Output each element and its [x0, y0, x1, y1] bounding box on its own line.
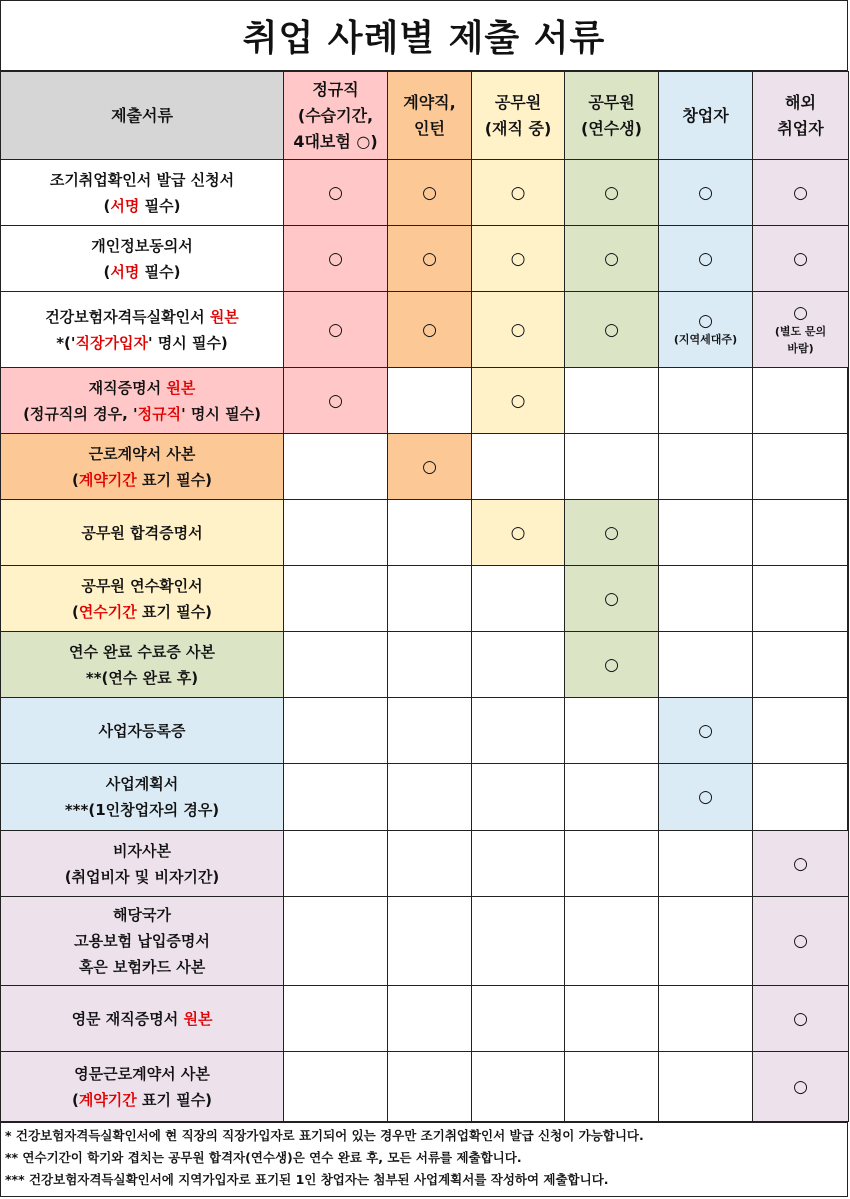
document-text: 조기취업확인서 발급 신청서 — [49, 170, 235, 189]
document-name-line — [1, 599, 283, 625]
mark-cell-founder — [659, 368, 753, 434]
mark-cell-contract-intern — [388, 566, 472, 632]
mark-note: (지역세대주) — [673, 333, 738, 346]
mark-cell-overseas — [753, 566, 849, 632]
document-text: 비자사본 — [113, 841, 171, 860]
mark-cell-founder — [659, 226, 753, 292]
mark-note: 바람) — [787, 341, 814, 355]
required-mark: ○ — [422, 319, 437, 340]
mark-cell-overseas — [753, 632, 849, 698]
required-mark: ○ — [604, 248, 619, 269]
document-text: ' 명시 필수) — [181, 404, 261, 423]
mark-cell-founder — [659, 566, 753, 632]
document-name-cell — [1, 500, 284, 566]
required-mark: ○ — [604, 654, 619, 675]
document-text: 영문근로계약서 사본 — [74, 1064, 210, 1083]
mark-cell-overseas — [753, 698, 849, 764]
document-name-line — [1, 233, 283, 259]
document-name-line — [1, 467, 283, 493]
mark-cell-overseas — [753, 1052, 849, 1122]
highlighted-text: 계약기간 — [78, 1090, 137, 1109]
document-text: *(' — [56, 333, 76, 352]
document-name-line — [1, 573, 283, 599]
required-mark: ○ — [793, 248, 808, 269]
mark-cell-contract-intern — [388, 500, 472, 566]
mark-cell-regular — [284, 368, 388, 434]
column-header-line: 창업자 — [682, 105, 729, 125]
page-title: 취업 사례별 제출 서류 — [1, 1, 847, 71]
footnote-2: ** 연수기간이 학기와 겹치는 공무원 합격자(연수생)은 연수 완료 후, 모든 서류를 제출합니다. — [5, 1150, 522, 1165]
mark-cell-contract-intern — [388, 226, 472, 292]
mark-cell-civil-trainee — [565, 368, 659, 434]
mark-cell-civil-servant — [472, 1052, 565, 1122]
mark-cell-regular — [284, 897, 388, 986]
documents-table — [0, 71, 849, 1122]
column-header-line: 공무원 — [494, 92, 542, 112]
mark-cell-civil-trainee — [565, 500, 659, 566]
required-mark: ○ — [698, 248, 713, 269]
mark-cell-overseas — [753, 292, 849, 368]
column-header-contract-intern — [388, 72, 472, 160]
mark-cell-overseas — [753, 897, 849, 986]
mark-cell-civil-trainee — [565, 434, 659, 500]
mark-cell-civil-trainee — [565, 698, 659, 764]
mark-cell-contract-intern — [388, 698, 472, 764]
document-text: 재직증명서 — [88, 378, 167, 397]
mark-cell-civil-servant — [472, 986, 565, 1052]
column-header-overseas — [753, 72, 849, 160]
document-text: ***(1인창업자의 경우) — [64, 801, 220, 819]
mark-cell-civil-servant — [472, 500, 565, 566]
highlighted-text: 연수기간 — [78, 602, 137, 621]
table-row — [1, 831, 849, 897]
document-text: **(연수 완료 후) — [85, 668, 199, 687]
document-name-line — [1, 193, 283, 219]
mark-cell-civil-trainee — [565, 632, 659, 698]
document-name-line — [1, 1087, 283, 1113]
required-mark: ○ — [422, 248, 437, 269]
mark-cell-contract-intern — [388, 292, 472, 368]
column-header-civil-trainee — [565, 72, 659, 160]
document-text: 영문 재직증명서 — [71, 1009, 184, 1028]
required-mark: ○ — [328, 182, 343, 203]
document-text: 사업자등록증 — [98, 721, 186, 740]
document-name-cell — [1, 434, 284, 500]
mark-cell-regular — [284, 632, 388, 698]
document-name-line — [1, 864, 283, 890]
table-row — [1, 632, 849, 698]
mark-cell-regular — [284, 226, 388, 292]
document-text: 필수) — [139, 196, 181, 215]
mark-cell-civil-trainee — [565, 897, 659, 986]
mark-cell-overseas — [753, 500, 849, 566]
highlighted-text: 원본 — [183, 1009, 213, 1028]
column-header-line: 공무원 — [588, 92, 635, 112]
mark-cell-founder — [659, 160, 753, 226]
mark-cell-civil-servant — [472, 160, 565, 226]
table-row — [1, 986, 849, 1052]
required-mark: ○ — [604, 588, 619, 609]
table-row — [1, 698, 849, 764]
table-row — [1, 434, 849, 500]
mark-cell-civil-trainee — [565, 986, 659, 1052]
document-name-cell — [1, 698, 284, 764]
required-mark: ○ — [604, 182, 619, 203]
document-name-line — [1, 520, 283, 546]
highlighted-text: 원본 — [209, 307, 239, 326]
document-text: 사업계획서 — [105, 775, 179, 793]
required-mark: ○ — [698, 311, 713, 331]
mark-cell-overseas — [753, 160, 849, 226]
column-header-line: 4대보험 ○) — [293, 131, 378, 151]
document-text: 표기 필수) — [136, 1090, 213, 1109]
mark-cell-civil-trainee — [565, 831, 659, 897]
document-text: (취업비자 및 비자기간) — [64, 867, 220, 886]
required-mark: ○ — [604, 319, 619, 340]
required-mark: ○ — [422, 182, 437, 203]
required-mark: ○ — [793, 931, 808, 951]
required-mark: ○ — [510, 390, 526, 411]
mark-cell-overseas — [753, 764, 849, 831]
required-mark: ○ — [328, 248, 343, 269]
document-name-line — [1, 771, 283, 797]
mark-cell-civil-trainee — [565, 1052, 659, 1122]
document-name-line — [1, 639, 283, 665]
mark-cell-civil-trainee — [565, 226, 659, 292]
document-text: ( — [71, 470, 79, 489]
table-row — [1, 292, 849, 368]
mark-cell-regular — [284, 831, 388, 897]
document-name-line — [1, 928, 283, 954]
mark-cell-founder — [659, 500, 753, 566]
document-name-line — [1, 259, 283, 285]
required-mark: ○ — [698, 720, 713, 741]
mark-cell-founder — [659, 986, 753, 1052]
required-mark: ○ — [510, 248, 526, 269]
required-mark: ○ — [328, 319, 343, 340]
mark-cell-founder — [659, 764, 753, 831]
mark-cell-civil-servant — [472, 368, 565, 434]
table-row — [1, 500, 849, 566]
mark-cell-civil-servant — [472, 764, 565, 831]
mark-cell-civil-servant — [472, 566, 565, 632]
mark-cell-contract-intern — [388, 434, 472, 500]
mark-cell-civil-servant — [472, 698, 565, 764]
highlighted-text: 정규직 — [137, 404, 182, 423]
document-name-line — [1, 902, 283, 928]
table-row — [1, 368, 849, 434]
required-mark: ○ — [510, 182, 526, 203]
document-text: 연수 완료 수료증 사본 — [68, 642, 216, 661]
mark-cell-overseas — [753, 368, 849, 434]
table-row — [1, 1052, 849, 1122]
mark-cell-contract-intern — [388, 764, 472, 831]
required-mark: ○ — [793, 1008, 808, 1029]
mark-cell-overseas — [753, 831, 849, 897]
document-name-cell — [1, 160, 284, 226]
mark-cell-civil-servant — [472, 434, 565, 500]
mark-cell-civil-trainee — [565, 292, 659, 368]
document-name-cell — [1, 986, 284, 1052]
column-header-line: 해외 — [785, 92, 816, 112]
document-name-cell — [1, 831, 284, 897]
mark-cell-regular — [284, 500, 388, 566]
document-name-cell — [1, 764, 284, 831]
required-mark: ○ — [510, 522, 526, 543]
required-mark: ○ — [604, 522, 619, 543]
mark-cell-founder — [659, 1052, 753, 1122]
required-mark: ○ — [793, 1076, 808, 1097]
mark-cell-overseas — [753, 434, 849, 500]
footnotes — [1, 1122, 847, 1193]
mark-cell-regular — [284, 1052, 388, 1122]
highlighted-text: 원본 — [166, 378, 196, 397]
document-text: 근로계약서 사본 — [88, 444, 196, 463]
document-text: 표기 필수) — [136, 470, 213, 489]
column-header-founder — [659, 72, 753, 160]
document-name-cell — [1, 292, 284, 368]
highlighted-text: 서명 — [110, 196, 140, 215]
mark-cell-civil-trainee — [565, 764, 659, 831]
mark-cell-regular — [284, 764, 388, 831]
document-name-cell — [1, 566, 284, 632]
mark-cell-founder — [659, 434, 753, 500]
document-text: 필수) — [139, 262, 181, 281]
document-name-line — [1, 304, 283, 330]
mark-cell-founder — [659, 698, 753, 764]
document-name-line — [1, 401, 283, 427]
mark-cell-contract-intern — [388, 897, 472, 986]
column-header-line: 인턴 — [414, 118, 445, 138]
table-row — [1, 160, 849, 226]
document-name-cell — [1, 1052, 284, 1122]
document-name-line — [1, 330, 283, 356]
required-mark: ○ — [698, 182, 713, 203]
mark-cell-overseas — [753, 986, 849, 1052]
mark-cell-regular — [284, 292, 388, 368]
mark-cell-contract-intern — [388, 986, 472, 1052]
document-text: ( — [103, 196, 111, 215]
document-text: ( — [103, 262, 111, 281]
footnote-1: * 건강보험자격득실확인서에 현 직장의 직장가입자로 표기되어 있는 경우만 조기취업확인서 발급 신청이 가능합니다. — [5, 1128, 644, 1143]
required-mark: ○ — [698, 787, 713, 807]
document-text: 해당국가 — [113, 906, 171, 924]
mark-cell-civil-servant — [472, 226, 565, 292]
document-name-cell — [1, 226, 284, 292]
document-name-line — [1, 718, 283, 744]
required-mark: ○ — [510, 319, 526, 340]
mark-cell-founder — [659, 831, 753, 897]
document-text: ' 명시 필수) — [147, 333, 228, 352]
mark-cell-contract-intern — [388, 831, 472, 897]
mark-cell-regular — [284, 434, 388, 500]
highlighted-text: 직장가입자 — [75, 333, 148, 352]
document-text: 혹은 보험카드 사본 — [78, 958, 206, 976]
highlighted-text: 서명 — [110, 262, 140, 281]
table-row — [1, 566, 849, 632]
column-header-line: 정규직 — [312, 79, 359, 99]
footnote-3: *** 건강보험자격득실확인서에 지역가입자로 표기된 1인 창업자는 첨부된 사업계획서를 작성하여 제출합니다. — [5, 1172, 609, 1187]
mark-cell-overseas — [753, 226, 849, 292]
mark-cell-civil-trainee — [565, 160, 659, 226]
mark-cell-founder — [659, 292, 753, 368]
document-name-line — [1, 954, 283, 980]
column-header-regular — [284, 72, 388, 160]
document-text: 건강보험자격득실확인서 — [45, 307, 210, 326]
document-text: 공무원 합격증명서 — [81, 523, 203, 542]
document-name-line — [1, 1006, 283, 1032]
document-name-line — [1, 1061, 283, 1087]
required-mark: ○ — [793, 302, 808, 323]
highlighted-text: 계약기간 — [78, 470, 137, 489]
mark-cell-civil-trainee — [565, 566, 659, 632]
mark-cell-civil-servant — [472, 831, 565, 897]
document-text: 표기 필수) — [136, 602, 213, 621]
table-row — [1, 897, 849, 986]
mark-cell-regular — [284, 160, 388, 226]
document-name-line — [1, 375, 283, 401]
document-text: ( — [71, 602, 79, 621]
mark-note: (별도 문의 — [774, 324, 827, 338]
column-header-line: 취업자 — [777, 118, 824, 138]
mark-cell-regular — [284, 566, 388, 632]
document-name-cell — [1, 897, 284, 986]
mark-cell-founder — [659, 632, 753, 698]
document-text: (정규직의 경우, ' — [23, 404, 138, 423]
mark-cell-civil-servant — [472, 292, 565, 368]
column-header-line: (재직 중) — [484, 118, 552, 138]
document-name-line — [1, 441, 283, 467]
document-name-line — [1, 665, 283, 691]
mark-cell-contract-intern — [388, 632, 472, 698]
column-header-civil-servant — [472, 72, 565, 160]
mark-cell-contract-intern — [388, 1052, 472, 1122]
required-mark: ○ — [793, 853, 808, 874]
mark-cell-contract-intern — [388, 368, 472, 434]
column-header-documents — [1, 72, 284, 160]
document-name-line — [1, 167, 283, 193]
document-text: 개인정보동의서 — [91, 236, 193, 255]
column-header-line: 계약직, — [403, 92, 456, 112]
required-mark: ○ — [793, 182, 808, 203]
column-header-line: 제출서류 — [111, 105, 173, 125]
mark-cell-contract-intern — [388, 160, 472, 226]
mark-cell-regular — [284, 698, 388, 764]
document-text: ( — [71, 1090, 79, 1109]
document-text: 고용보험 납입증명서 — [74, 932, 210, 950]
document-text: 공무원 연수확인서 — [81, 576, 203, 595]
table-row — [1, 764, 849, 831]
document-name-line — [1, 797, 283, 823]
mark-cell-founder — [659, 897, 753, 986]
column-header-line: (연수생) — [581, 118, 642, 138]
document-name-line — [1, 838, 283, 864]
mark-cell-regular — [284, 986, 388, 1052]
table-row — [1, 226, 849, 292]
mark-cell-civil-servant — [472, 897, 565, 986]
required-mark: ○ — [328, 390, 343, 411]
document-name-cell — [1, 368, 284, 434]
required-mark: ○ — [422, 456, 437, 477]
document-name-cell — [1, 632, 284, 698]
mark-cell-civil-servant — [472, 632, 565, 698]
column-header-line: (수습기간, — [297, 105, 374, 125]
